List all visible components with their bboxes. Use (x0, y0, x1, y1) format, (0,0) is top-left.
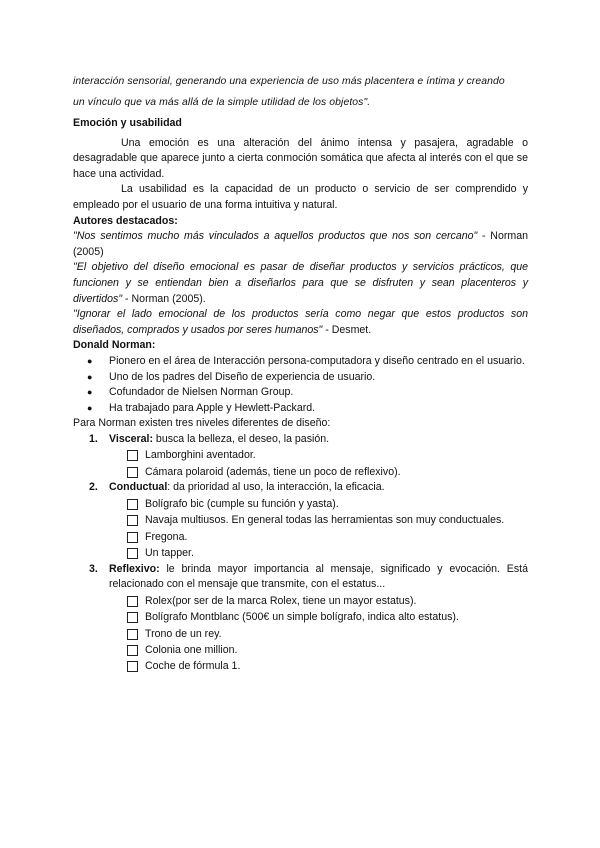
checkbox-icon (127, 515, 138, 526)
bullet-icon: ● (87, 371, 93, 382)
example-list (109, 496, 528, 562)
checkbox-icon (127, 532, 138, 543)
list-item: ● Pionero en el área de Interacción persona-computadora y diseño centrado en el usuario. (73, 354, 528, 370)
intro-quote-line-2: un vínculo que va más allá de la simple utilidad de los objetos". (73, 97, 371, 108)
list-item: Fregona. (127, 529, 528, 545)
heading-autores: Autores destacados: (73, 214, 178, 227)
list-item: Colonia one million. (127, 642, 528, 658)
heading-emocion-usabilidad: Emoción y usabilidad (73, 117, 182, 129)
norman-bullet-list (73, 354, 528, 416)
level-visceral (73, 432, 528, 480)
level-name: Visceral: (109, 432, 153, 445)
bullet-icon: ● (87, 387, 93, 398)
level-description: busca la belleza, el deseo, la pasión. (152, 432, 330, 445)
list-item: Coche de fórmula 1. (127, 658, 528, 674)
list-item: ● Cofundador de Nielsen Norman Group. (73, 385, 528, 401)
level-reflexivo (73, 562, 528, 675)
heading-donald-norman: Donald Norman: (73, 339, 156, 352)
level-name: Conductual (109, 481, 168, 494)
level-conductual (73, 480, 528, 561)
quote-text: "Nos sentimos mucho más vinculados a aquellos productos que nos son cercano" (73, 230, 478, 243)
bullet-icon: ● (87, 402, 93, 413)
level-number: 1. (89, 432, 98, 445)
levels-intro: Para Norman existen tres niveles diferentes de diseño: (73, 417, 331, 430)
level-description: : da prioridad al uso, la interacción, la eficacia. (167, 481, 385, 494)
quote-norman-1 (73, 229, 528, 260)
design-levels-list (73, 432, 528, 675)
list-item: ● Uno de los padres del Diseño de experiencia de usuario. (73, 370, 528, 386)
checkbox-icon (127, 450, 138, 461)
checkbox-icon (127, 645, 138, 656)
checkbox-icon (127, 629, 138, 640)
quote-author: - Norman (2005) (73, 230, 528, 258)
level-number: 2. (89, 481, 98, 494)
list-item: Trono de un rey. (127, 626, 528, 642)
quote-norman-2 (73, 260, 528, 307)
quote-text: "Ignorar el lado emocional de los productos sería como negar que estos productos son diseñados, comprados y usados por seres humanos" (73, 308, 528, 336)
quote-desmet (73, 307, 528, 338)
list-item: Bolígrafo Montblanc (500€ un simple bolígrafo, indica alto estatus). (127, 609, 528, 625)
checkbox-icon (127, 661, 138, 672)
quote-author: - Desmet. (322, 323, 372, 336)
intro-quote-line-1: interacción sensorial, generando una experiencia de uso más placentera e íntima y creando (73, 76, 505, 87)
quote-text: "El objetivo del diseño emocional es pasar de diseñar productos y servicios prácticos, que funcionen y se entiendan bien a diseñarlos para que se disfruten y sean placenteros y divertidos" (73, 261, 528, 305)
list-item: Un tapper. (127, 545, 528, 561)
list-item: Bolígrafo bic (cumple su función y yasta). (127, 496, 528, 512)
bullet-icon: ● (87, 355, 93, 366)
list-item: Rolex(por ser de la marca Rolex, tiene un mayor estatus). (127, 593, 528, 609)
checkbox-icon (127, 612, 138, 623)
checkbox-icon (127, 596, 138, 607)
list-item: ● Ha trabajado para Apple y Hewlett-Packard. (73, 401, 528, 417)
level-name: Reflexivo: (109, 562, 160, 575)
list-item: Navaja multiusos. En general todas las herramientas son muy conductuales. (127, 512, 528, 528)
level-description: le brinda mayor importancia al mensaje, significado y evocación. Está relacionado con el mensaje que transmite, con el estatus... (109, 562, 528, 591)
list-item: Lamborghini aventador. (127, 447, 528, 463)
example-list (109, 593, 528, 675)
level-heading (109, 562, 528, 593)
paragraph-usabilidad: La usabilidad es la capacidad de un producto o servicio de ser comprendido y empleado por el usuario de una forma intuitiva y natural. (73, 183, 528, 211)
checkbox-icon (127, 548, 138, 559)
example-list (109, 447, 528, 480)
checkbox-icon (127, 499, 138, 510)
level-number: 3. (89, 562, 98, 575)
list-item: Cámara polaroid (además, tiene un poco de reflexivo). (127, 464, 528, 480)
paragraph-emocion: Una emoción es una alteración del ánimo intensa y pasajera, agradable o desagradable que aparece junto a cierta conmoción somática que afecta al interés con el que se hace una actividad. (73, 136, 528, 180)
quote-author: - Norman (2005). (122, 292, 206, 305)
checkbox-icon (127, 467, 138, 478)
document-page (73, 71, 528, 675)
